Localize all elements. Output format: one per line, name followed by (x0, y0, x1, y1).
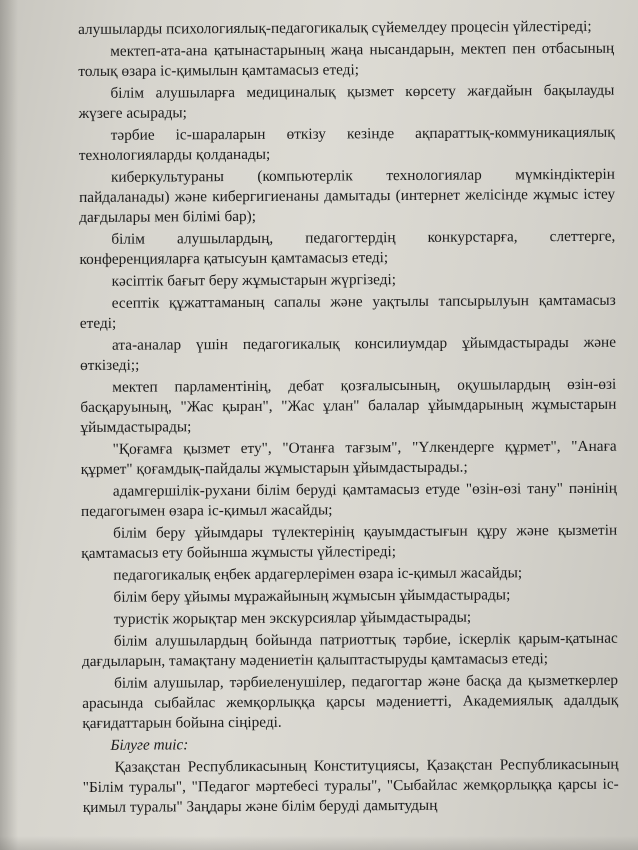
section-label: Білуге тиіс: (110, 736, 189, 754)
duty-item: білім алушылардың, педагогтердің конкурстарға, слеттерге, конференцияларға қатысуын қамтамасыз етеді; (79, 227, 616, 268)
duty-item: "Қоғамға қызмет ету", "Отанға тағзым", "Үлкендерге құрмет", "Анаға құрмет" қоғамдық-пайдалы жұмыстарын ұйымдастырады.; (80, 437, 617, 478)
duty-item: ата-аналар үшін педагогикалық консилиумдар ұйымдастырады және өткізеді;; (80, 333, 617, 374)
page-edge-shadow (0, 0, 18, 850)
duty-item: туристік жорықтар мен экскурсиялар ұйымдастырады; (113, 608, 472, 628)
duty-item: кәсіптік бағыт беру жұмыстарын жүргізеді; (111, 271, 397, 290)
duty-item: тәрбие іс-шараларын өткізу кезінде ақпараттық-коммуникациялық технологияларды қолданады; (78, 123, 615, 164)
duty-item: киберкультураны (компьютерлік технологиялар мүмкіндіктерін пайдаланады) және кибергигиенаны дамытады (интернет желісінде жұмыс істеу дағдылары мен білімі бар); (79, 165, 616, 226)
duty-item: алушыларды психологиялық-педагогикалық сүйемелдеу процесін үйлестіреді; (78, 17, 592, 38)
duty-item: білім беру ұйымы мұражайының жұмысын ұйымдастырады; (113, 586, 511, 606)
final-paragraph: Қазақстан Республикасының Конституциясы, Қазақстан Республикасының "Білім туралы", "Педагог мәртебесі туралы", "Сыбайлас жемқорлыққа қарсы іс-қимыл туралы" Заңдары және білім беруді дамытудың (82, 755, 619, 816)
page-bottom-shadow (0, 836, 638, 850)
duty-item: мектеп парламентінің, дебат қозғалысының, оқушылардың өзін-өзі басқаруының, "Жас қыран", "Жас ұлан" балалар ұйымдарының жұмыстарын ұйымдастырады; (80, 375, 617, 436)
document-body (78, 17, 619, 820)
duty-item: адамгершілік-рухани білім беруді қамтамасыз етуде "өзін-өзі тану" пәнінің педагогымен өзара іс-қимыл жасайды; (80, 479, 617, 520)
duty-item: педагогикалық еңбек ардагерлерімен өзара іс-қимыл жасайды; (113, 564, 523, 584)
duty-item: білім алушылардың бойында патриоттық тәрбие, іскерлік қарым-қатынас дағдыларын, тамақтану мәдениетін қалыптастыруды қамтамасыз етеді; (81, 629, 618, 670)
duty-item: есептік құжаттаманың сапалы және уақтылы тапсырылуын қамтамасыз етеді; (79, 291, 616, 332)
duty-item: мектеп-ата-ана қатынастарының жаңа нысандарын, мектеп пен отбасының толық өзара іс-қимылын қамтамасыз етеді; (78, 39, 615, 80)
duty-item: білім беру ұйымдары түлектерінің қауымдастығын құру және қызметін қамтамасыз ету бойынша жұмысты үйлестіреді; (81, 521, 618, 562)
duty-item: білім алушылар, тәрбиеленушілер, педагогтар және басқа да қызметкерлер арасында сыбайлас жемқорлыққа қарсы мәдениетті, Академиялық адалдық қағидаттарын бойына сіңіреді. (82, 671, 619, 732)
duty-item: білім алушыларға медициналық қызмет көрсету жағдайын бақылауды жүзеге асырады; (78, 81, 615, 122)
